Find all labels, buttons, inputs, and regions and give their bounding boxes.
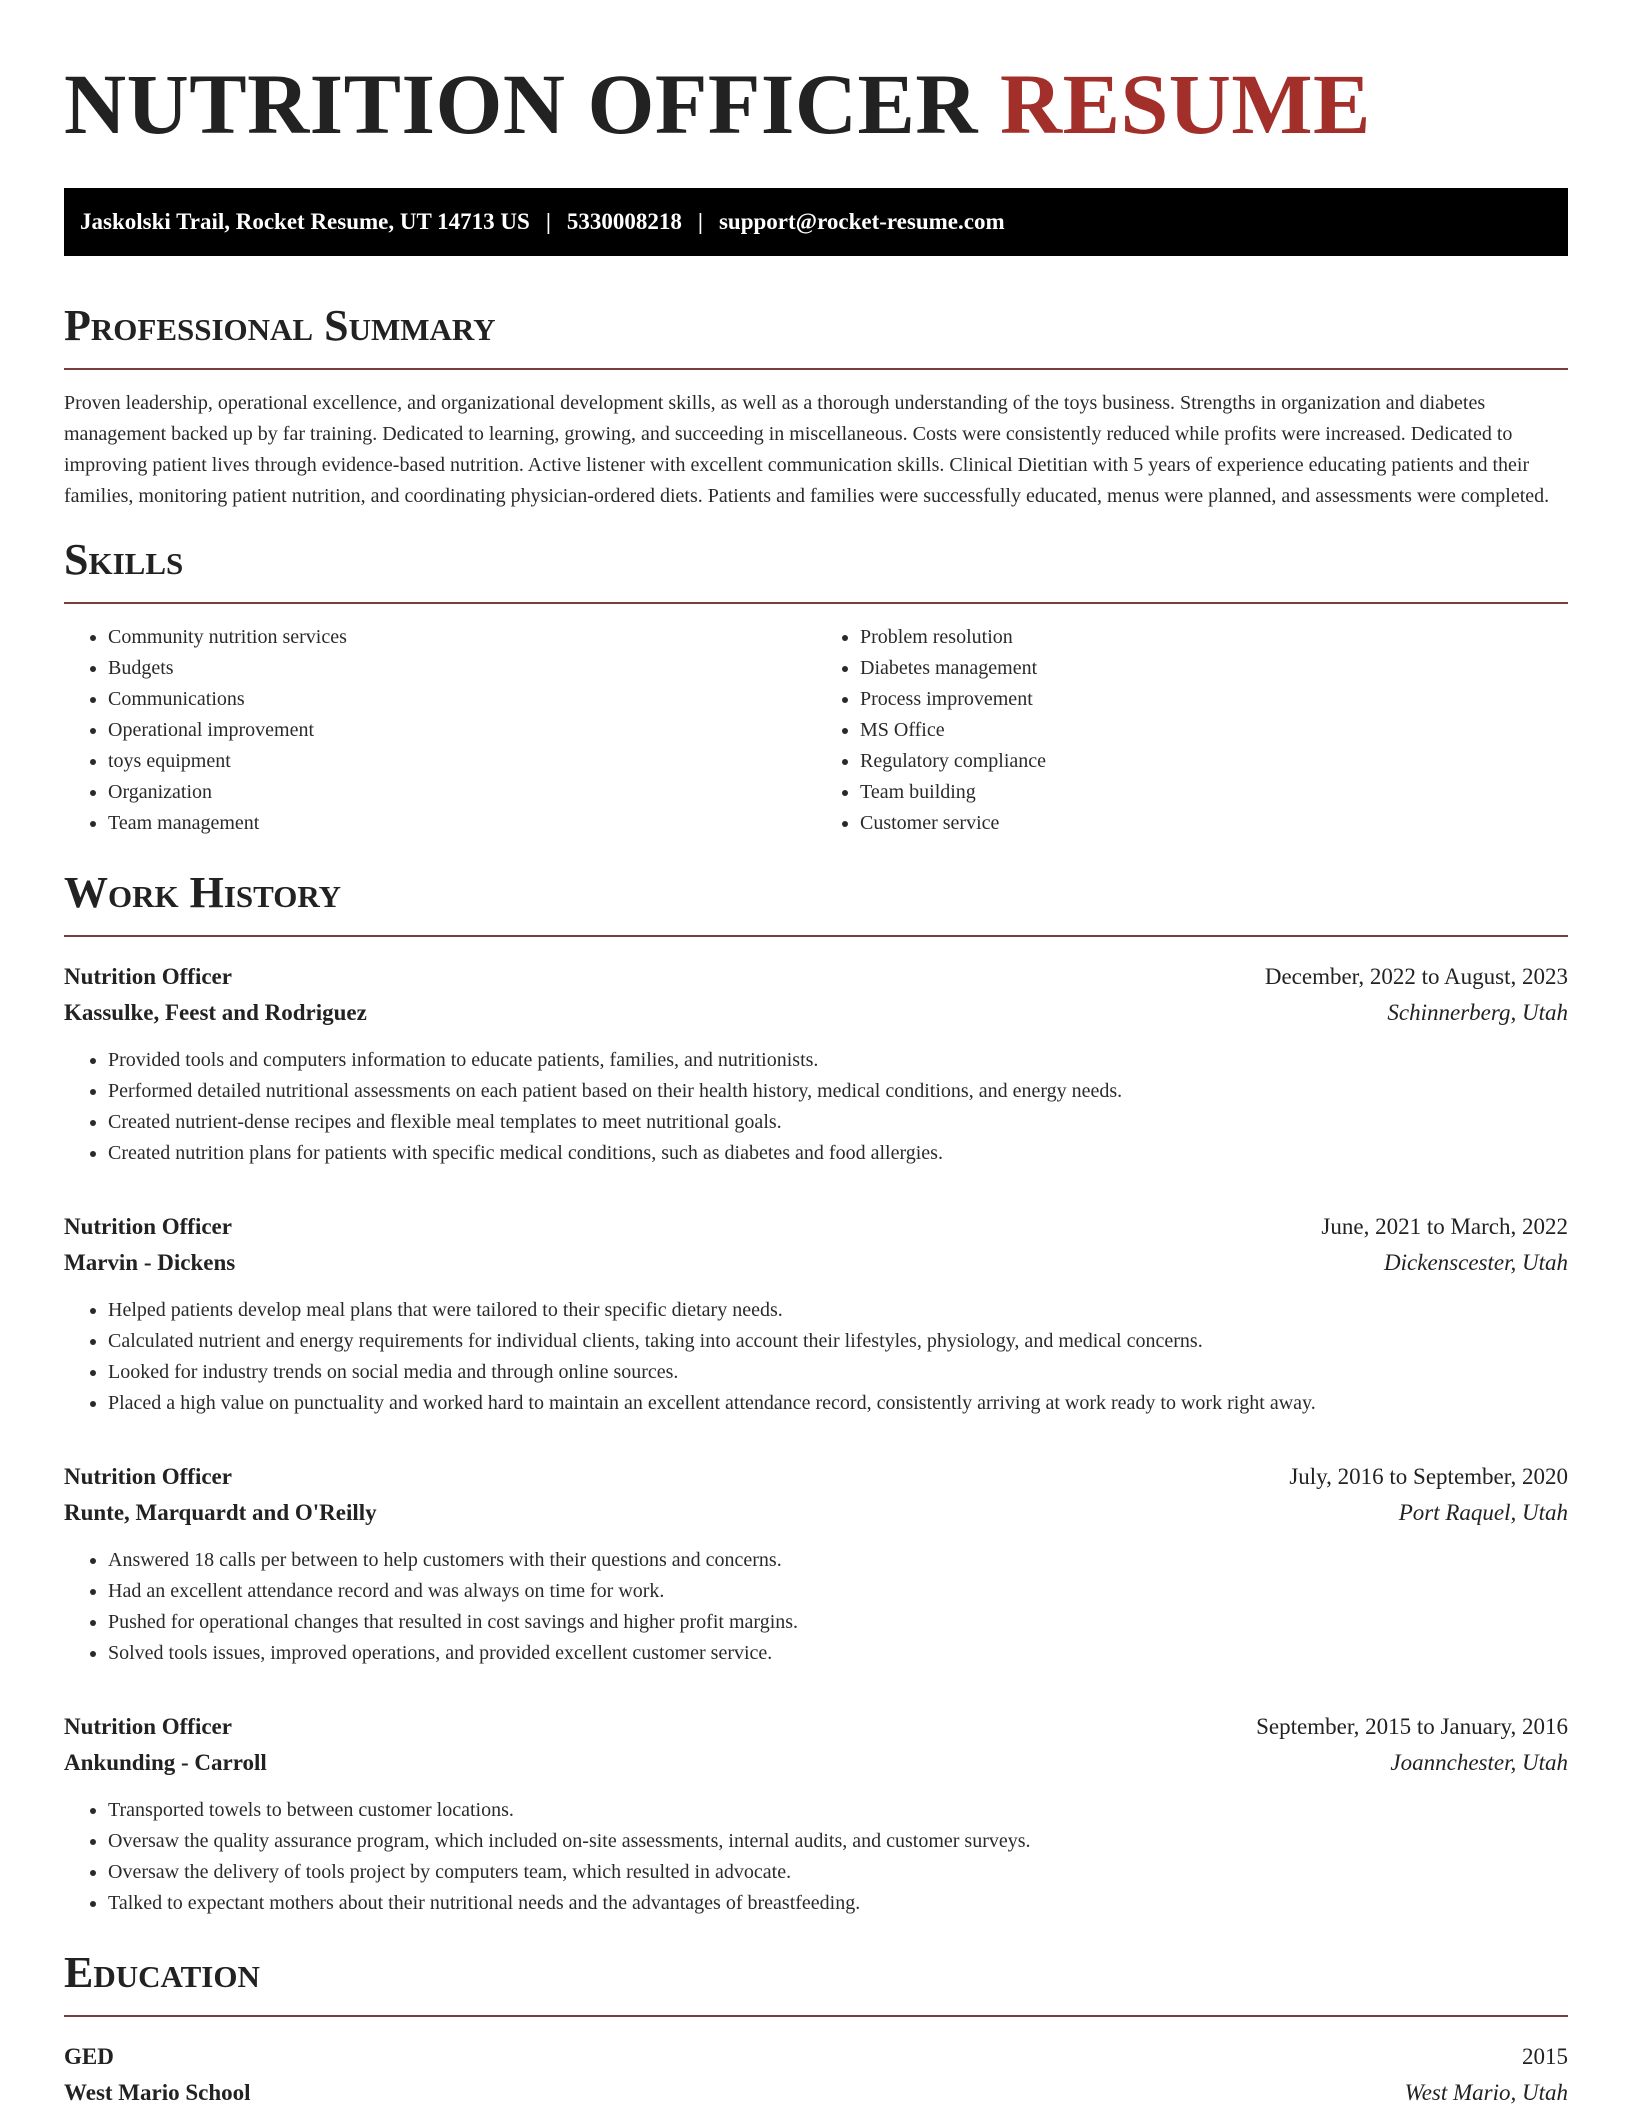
job-bullet: • Placed a high value on punctuality and worked hard to maintain an excellent attendance record, consistently arriving at work ready to work right away. [108, 1388, 1568, 1419]
job-bullet: • Oversaw the delivery of tools project by computers team, which resulted in advocate. [108, 1857, 1568, 1888]
job-bullets [64, 1045, 1568, 1169]
job-bullet: • Had an excellent attendance record and was always on time for work. [108, 1576, 1568, 1607]
job-company: Marvin - Dickens [64, 1250, 236, 1275]
job-company: Runte, Marquardt and O'Reilly [64, 1500, 377, 1525]
skill-item: • Communications [108, 684, 816, 715]
skill-item: • Diabetes management [860, 653, 1568, 684]
job-bullet: • Answered 18 calls per between to help customers with their questions and concerns. [108, 1545, 1568, 1576]
contact-bar [64, 188, 1568, 256]
job-header-row [64, 1459, 1568, 1495]
skill-item: • MS Office [860, 715, 1568, 746]
job-company-row [64, 1495, 1568, 1531]
contact-separator: | [545, 209, 551, 234]
job-bullet: • Talked to expectant mothers about their nutritional needs and the advantages of breastfeeding. [108, 1888, 1568, 1919]
job-title: Nutrition Officer [64, 1714, 232, 1739]
contact-email: support@rocket-resume.com [718, 209, 1005, 234]
contact-separator: | [697, 209, 703, 234]
job-bullet: • Solved tools issues, improved operations, and provided excellent customer service. [108, 1638, 1568, 1669]
education-year: 2015 [1522, 2044, 1568, 2069]
job-title: Nutrition Officer [64, 1214, 232, 1239]
section-divider [64, 935, 1568, 937]
job-header-row [64, 959, 1568, 995]
job-dates: July, 2016 to September, 2020 [1289, 1464, 1568, 1489]
job-bullet: • Performed detailed nutritional assessments on each patient based on their health history, medical conditions, and energy needs. [108, 1076, 1568, 1107]
job-title: Nutrition Officer [64, 1464, 232, 1489]
job-entry [64, 1459, 1568, 1669]
job-bullet: • Created nutrition plans for patients with specific medical conditions, such as diabetes and food allergies. [108, 1138, 1568, 1169]
summary-heading: Professional Summary [64, 301, 496, 350]
section-divider [64, 2015, 1568, 2017]
job-bullet: • Pushed for operational changes that resulted in cost savings and higher profit margins. [108, 1607, 1568, 1638]
job-bullet: • Transported towels to between customer locations. [108, 1795, 1568, 1826]
skills-heading: Skills [64, 535, 184, 584]
job-bullets [64, 1295, 1568, 1419]
job-location: Schinnerberg, Utah [1387, 1000, 1568, 1025]
job-bullet: • Provided tools and computers information to educate patients, families, and nutritionists. [108, 1045, 1568, 1076]
education-school: West Mario School [64, 2080, 251, 2105]
skill-item: • Problem resolution [860, 622, 1568, 653]
job-bullet: • Calculated nutrient and energy requirements for individual clients, taking into account their lifestyles, physiology, and medical concerns. [108, 1326, 1568, 1357]
job-location: Joannchester, Utah [1390, 1750, 1568, 1775]
job-company: Ankunding - Carroll [64, 1750, 267, 1775]
education-location: West Mario, Utah [1404, 2080, 1568, 2105]
job-header-row [64, 1709, 1568, 1745]
job-entry [64, 959, 1568, 1169]
section-divider [64, 368, 1568, 370]
education-entry [64, 2039, 1568, 2111]
skills-column-left [64, 622, 816, 839]
contact-phone: 5330008218 [566, 209, 682, 234]
job-dates: June, 2021 to March, 2022 [1321, 1214, 1568, 1239]
skill-item: • Team management [108, 808, 816, 839]
summary-text: Proven leadership, operational excellence, and organizational development skills, as well as a thorough understanding of the toys business. Strengths in organization and diabetes management backed up by far training. Dedicated to learning, growing, and succeeding in miscellaneous. Costs were consistently reduced while profits were increased. Dedicated to improving patient lives through evidence-based nutrition. Active listener with excellent communication skills. Clinical Dietitian with 5 years of experience educating patients and their families, monitoring patient nutrition, and coordinating physician-ordered diets. Patients and families were successfully educated, menus were planned, and assessments were completed. [64, 392, 1550, 507]
job-location: Dickenscester, Utah [1384, 1250, 1568, 1275]
job-bullets [64, 1545, 1568, 1669]
skill-item: • Customer service [860, 808, 1568, 839]
skills-list [64, 622, 1568, 839]
job-header-row [64, 1209, 1568, 1245]
job-company-row [64, 1245, 1568, 1281]
education-school-row [64, 2075, 1568, 2111]
job-entry [64, 1209, 1568, 1419]
job-dates: September, 2015 to January, 2016 [1256, 1714, 1568, 1739]
job-location: Port Raquel, Utah [1398, 1500, 1568, 1525]
job-title: Nutrition Officer [64, 964, 232, 989]
job-bullets [64, 1795, 1568, 1919]
contact-address: Jaskolski Trail, Rocket Resume, UT 14713 US [80, 209, 530, 234]
job-company-row [64, 995, 1568, 1031]
job-bullet: • Helped patients develop meal plans that were tailored to their specific dietary needs. [108, 1295, 1568, 1326]
title-accent: RESUME [999, 56, 1371, 152]
section-divider [64, 602, 1568, 604]
skill-item: • Regulatory compliance [860, 746, 1568, 777]
skill-item: • toys equipment [108, 746, 816, 777]
job-company: Kassulke, Feest and Rodriguez [64, 1000, 367, 1025]
skill-item: • Organization [108, 777, 816, 808]
skill-item: • Budgets [108, 653, 816, 684]
resume-title [64, 58, 1568, 150]
job-company-row [64, 1745, 1568, 1781]
title-main: NUTRITION OFFICER [64, 56, 978, 152]
job-dates: December, 2022 to August, 2023 [1264, 964, 1568, 989]
skill-item: • Team building [860, 777, 1568, 808]
education-degree-row [64, 2039, 1568, 2075]
skill-item: • Process improvement [860, 684, 1568, 715]
education-heading: Education [64, 1948, 260, 1997]
job-bullet: • Created nutrient-dense recipes and flexible meal templates to meet nutritional goals. [108, 1107, 1568, 1138]
work-heading: Work History [64, 868, 342, 917]
skill-item: • Operational improvement [108, 715, 816, 746]
education-degree: GED [64, 2044, 114, 2069]
job-entry [64, 1709, 1568, 1919]
skills-column-right [816, 622, 1568, 839]
job-bullet: • Looked for industry trends on social media and through online sources. [108, 1357, 1568, 1388]
job-bullet: • Oversaw the quality assurance program, which included on-site assessments, internal audits, and customer surveys. [108, 1826, 1568, 1857]
skill-item: • Community nutrition services [108, 622, 816, 653]
